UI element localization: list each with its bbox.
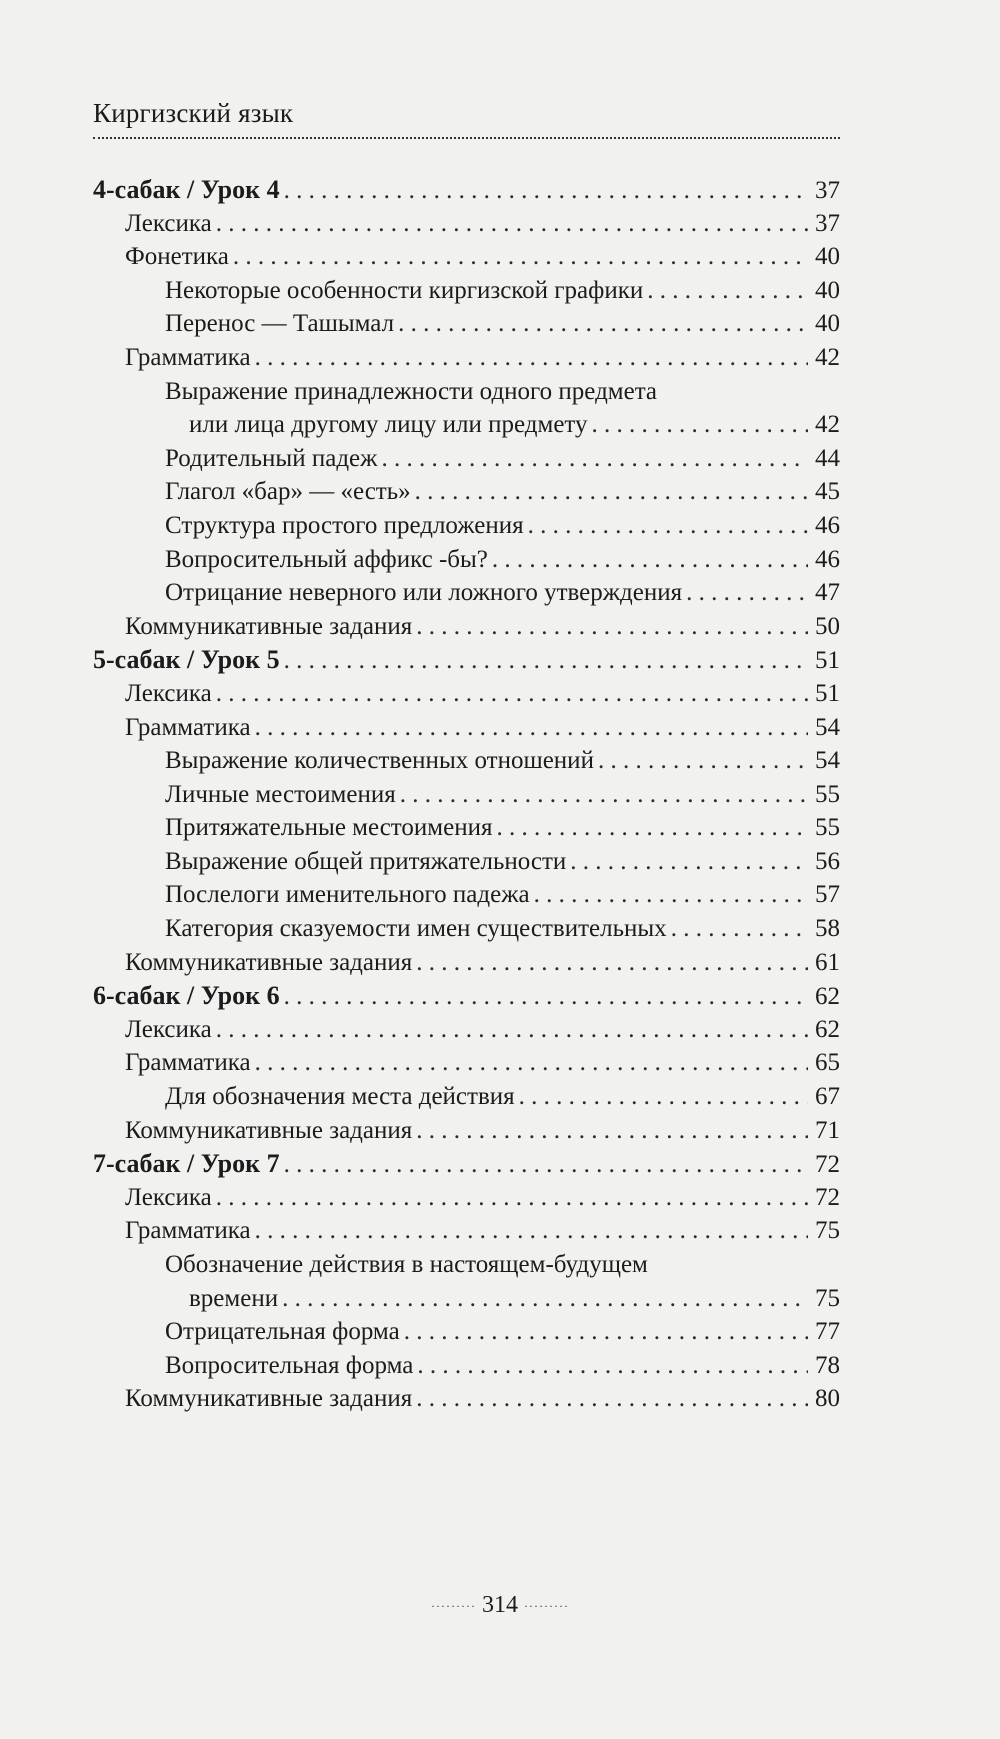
toc-entry [93,442,840,476]
toc-entry [93,1147,840,1181]
toc-entry [93,979,840,1013]
toc-entry-page: 44 [815,444,840,472]
toc-entry [93,475,840,509]
toc-entry-page: 37 [815,177,840,204]
dot-leader [284,174,808,208]
toc-entry-title-continued: времени [189,1284,279,1312]
toc-entry-title: Лексика [125,679,212,707]
dot-leader [284,1148,808,1182]
toc-entry [93,711,840,745]
toc-entry-title: Коммуникативные задания [125,612,413,640]
toc-entry-page: 72 [815,1151,840,1179]
toc-entry-page: 54 [815,713,840,741]
toc-entry-page: 58 [815,915,840,943]
toc-entry-title: Выражение общей притяжательности [165,847,567,875]
toc-entry-title: Отрицательная форма [165,1318,400,1346]
toc-entry [93,207,840,241]
toc-entry-title: Личные местоимения [165,780,396,808]
dot-leader [404,1315,808,1349]
table-of-contents [93,173,840,1416]
toc-entry-page: 46 [815,511,840,539]
toc-entry [93,274,840,308]
toc-entry-title: Грамматика [125,1049,251,1077]
dot-leader [416,946,808,980]
toc-entry-title: Перенос — Ташымал [165,310,395,338]
dot-leader [534,878,808,912]
toc-entry-page: 62 [815,1015,840,1043]
toc-entry [93,845,840,879]
dot-leader [400,778,808,812]
toc-entry-page: 72 [815,1183,840,1211]
toc-entry [93,375,840,442]
toc-entry-page: 80 [815,1385,840,1413]
toc-entry-page: 55 [815,780,840,808]
toc-entry [93,240,840,274]
toc-entry-title: Структура простого предложения [165,511,524,539]
toc-entry [93,677,840,711]
toc-entry-title: 5-сабак / Урок 5 [93,645,280,675]
toc-entry [93,946,840,980]
toc-entry [93,643,840,677]
toc-entry-page: 51 [815,647,840,675]
toc-entry-page: 51 [815,679,840,707]
toc-entry-title: Лексика [125,1015,212,1043]
toc-entry [93,341,840,375]
dot-leader [255,1046,808,1080]
toc-entry-title-continued: или лица другому лицу или предмету [189,411,588,439]
dot-leader [647,274,808,308]
toc-entry-title: Выражение принадлежности одного предмета [165,377,658,405]
page-footer [0,1592,1000,1619]
dot-leader [416,1114,808,1148]
toc-entry-page: 62 [815,983,840,1011]
dot-leader [284,980,808,1014]
page-number: 314 [482,1592,518,1618]
toc-entry-page: 42 [815,343,840,371]
toc-entry-title: Вопросительная форма [165,1351,414,1379]
toc-entry-page: 40 [815,310,840,338]
header-dotted-rule [93,137,840,139]
toc-entry [93,1315,840,1349]
toc-entry-page: 37 [815,209,840,237]
toc-entry-title: 6-сабак / Урок 6 [93,981,280,1011]
toc-entry-line [165,1248,840,1282]
toc-entry-page: 50 [815,612,840,640]
toc-entry-title: Фонетика [125,243,229,271]
toc-entry [93,576,840,610]
dot-leader [216,207,808,241]
toc-entry-page: 40 [815,276,840,304]
dot-leader [598,744,808,778]
dot-leader [216,1013,808,1047]
toc-entry [93,307,840,341]
toc-entry-title: 7-сабак / Урок 7 [93,1149,280,1179]
dot-leader [255,711,808,745]
toc-entry-page: 67 [815,1083,840,1111]
dot-leader [528,509,808,543]
toc-entry-title: Вопросительный аффикс -бы? [165,545,488,573]
dot-leader [284,644,808,678]
toc-entry [93,1114,840,1148]
toc-entry-page: 55 [815,814,840,842]
dot-leader [416,1382,808,1416]
toc-entry [93,1248,840,1315]
toc-entry-page: 42 [815,411,840,439]
toc-entry-title: Притяжательные местоимения [165,814,493,842]
dot-leader [216,677,808,711]
toc-entry-page: 75 [815,1217,840,1245]
toc-entry-title: Для обозначения места действия [165,1083,515,1111]
toc-entry-page: 40 [815,243,840,271]
toc-entry [93,173,840,207]
toc-entry [93,1013,840,1047]
toc-entry-title: Лексика [125,209,212,237]
toc-entry [93,778,840,812]
dot-leader [496,811,808,845]
toc-entry-title: Грамматика [125,1217,251,1245]
toc-entry [93,610,840,644]
toc-entry-page: 71 [815,1116,840,1144]
toc-entry [93,1349,840,1383]
toc-entry-title: Родительный падеж [165,444,378,472]
dot-leader [381,442,808,476]
toc-entry [93,912,840,946]
toc-entry-page: 65 [815,1049,840,1077]
toc-entry-line [165,1282,840,1316]
dot-leader [671,912,808,946]
toc-entry-title: Коммуникативные задания [125,1385,413,1413]
dot-leader [216,1181,808,1215]
toc-entry-page: 47 [815,579,840,607]
toc-entry [93,1080,840,1114]
dot-leader [492,543,808,577]
toc-entry [93,878,840,912]
toc-entry-title: Лексика [125,1183,212,1211]
toc-entry-title: Грамматика [125,343,251,371]
toc-entry [93,1382,840,1416]
dot-leader [415,475,808,509]
dot-leader [686,576,808,610]
toc-entry-title: Коммуникативные задания [125,948,413,976]
toc-entry [93,1214,840,1248]
toc-entry [93,744,840,778]
toc-entry-title: Коммуникативные задания [125,1116,413,1144]
dot-leader [519,1080,808,1114]
running-head: Киргизский язык [93,98,294,128]
dot-leader [417,1349,808,1383]
dot-leader [282,1282,808,1316]
toc-entry-page: 78 [815,1351,840,1379]
toc-entry-title: Грамматика [125,713,251,741]
toc-entry-title: Глагол «бар» — «есть» [165,478,411,506]
toc-entry-line [165,375,840,409]
toc-entry-page: 45 [815,478,840,506]
dot-leader [592,408,808,442]
toc-entry-page: 46 [815,545,840,573]
toc-entry-page: 56 [815,847,840,875]
toc-entry-page: 75 [815,1284,840,1312]
toc-entry-page: 57 [815,881,840,909]
dot-leader [233,240,808,274]
footer-dots-left: ········· [431,1598,476,1613]
toc-entry-page: 61 [815,948,840,976]
footer-dots-right: ········· [524,1598,569,1613]
toc-entry-title: Отрицание неверного или ложного утверждения [165,579,683,607]
toc-entry-title: Выражение количественных отношений [165,747,594,775]
toc-entry-page: 54 [815,747,840,775]
toc-entry [93,543,840,577]
toc-entry-title: Некоторые особенности киргизской графики [165,276,644,304]
toc-entry-title: Обозначение действия в настоящем-будущем [165,1251,648,1278]
toc-entry-title: Послелоги именительного падежа [165,881,530,909]
dot-leader [416,610,808,644]
dot-leader [255,1214,808,1248]
toc-entry [93,811,840,845]
toc-entry-line [165,408,840,442]
toc-entry [93,1181,840,1215]
dot-leader [255,341,808,375]
toc-entry [93,509,840,543]
toc-entry-title: Категория сказуемости имен существительных [165,915,667,943]
toc-entry-page: 77 [815,1318,840,1346]
dot-leader [398,307,808,341]
toc-entry-title: 4-сабак / Урок 4 [93,175,280,204]
dot-leader [570,845,808,879]
toc-entry [93,1046,840,1080]
